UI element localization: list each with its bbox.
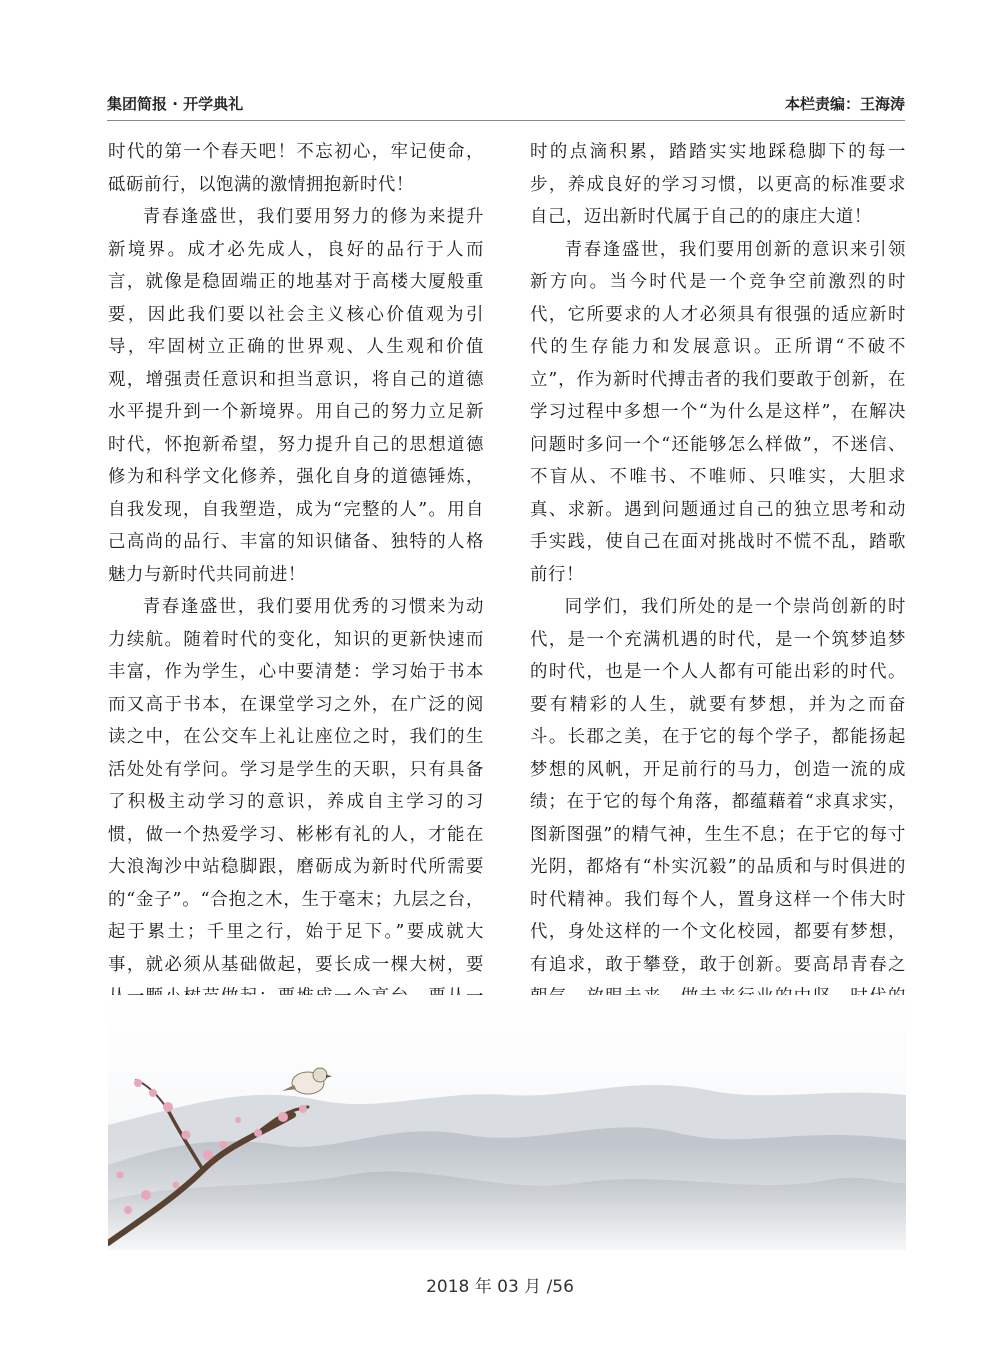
paragraph: 同学们，我们所处的是一个崇尚创新的时代，是一个充满机遇的时代，是一个筑梦追梦的时代，也是一个人人都有可能出彩的时代。要有精彩的人生，就要有梦想，并为之而奋斗。长郡之美，在于它的每个学子，都能扬起梦想的风帆，开足前行的马力，创造一流的成绩；在于它的每个角落，都蕴藉着“求真求实，图新图强”的精气神，生生不息；在于它的每寸光阴，都烙有“朴实沉毅”的品质和与时俱进的时代精神。我们每个人，置身这样一个伟大时代，身处这样的一个文化校园，都要有梦想，有追求，敢于攀登，敢于创新。要高昂青春之 (530, 597, 906, 975)
ink-landscape-illustration (108, 995, 906, 1250)
paragraph: 时的点滴积累，踏踏实实地踩稳脚下的每一步，养成良好的学习习惯，以更高的标准要求自己，迈出新时代属于自己的的康庄大道！ (530, 142, 906, 227)
page-footer: 2018 年 03 月 /56 (426, 1277, 574, 1297)
paragraph: 青春逢盛世，我们要用创新的意识来引领新方向。当今时代是一个竞争空前激烈的时代，它所要求的人才必须具有很强的适应新时代的生存能力和发展意识。正所谓“不破不立”，作为新时代搏击者的我们要敢于创新，在学习过程中多想一个“为什么是这样”，在解决问题时多问一个“还能够怎么样做”，不迷信、不盲从、不唯书、不唯师、只唯实，大胆求真、求新。遇到问题通过自己的独立思考和动手实践，使自己在面对挑战时不慌不乱，踏歌前行！ (530, 239, 906, 585)
paragraph: 青春逢盛世，我们要用优秀的习惯来为动力续航。随着时代的变化，知识的更新快速而丰富，作为学生，心中要清楚：学习始于书本而又高于书本，在课堂学习之外，在广泛的阅读之中，在公交车上礼让座位之时，我们的生活处处有学问。学习是学生的天职，只有具备了积极主动学习的意识，养成自主学习的习惯，做一个热爱学习、彬彬有礼的人，才能在大浪淘沙中站稳脚跟，磨砺成为新时代所需要的“金子”。“合抱之木，生于毫末；九层之台，起于累土；千里之行，始于足下。”要成就大事，就必须从基础做起，要长成一棵大树，要 (108, 597, 484, 975)
left-column (108, 136, 484, 1144)
paragraph: 时代的第一个春天吧！不忘初心，牢记使命，砥砺前行，以饱满的激情拥抱新时代！ (108, 142, 484, 195)
editor-credit: 本栏责编：王海涛 (784, 95, 905, 113)
paragraph: 青春逢盛世，我们要用努力的修为来提升新境界。成才必先成人，良好的品行于人而言，就像是稳固端正的地基对于高楼大厦般重要，因此我们要以社会主义核心价值观为引导，牢固树立正确的世界观、人生观和价值观，增强责任意识和担当意识，将自己的道德水平提升到一个新境界。用自己的努力立足新时代，怀抱新希望，努力提升自己的思想道德修为和科学文化修养，强化自身的道德锤炼，自我发现，自我塑造，成为“完整的人”。用自己高尚的品行、丰富的知识储备、独特的人格魅力与新时代共同前进！ (108, 207, 484, 585)
header-divider (107, 120, 905, 121)
section-title: 集团简报 · 开学典礼 (107, 95, 244, 113)
right-column (530, 136, 906, 1079)
